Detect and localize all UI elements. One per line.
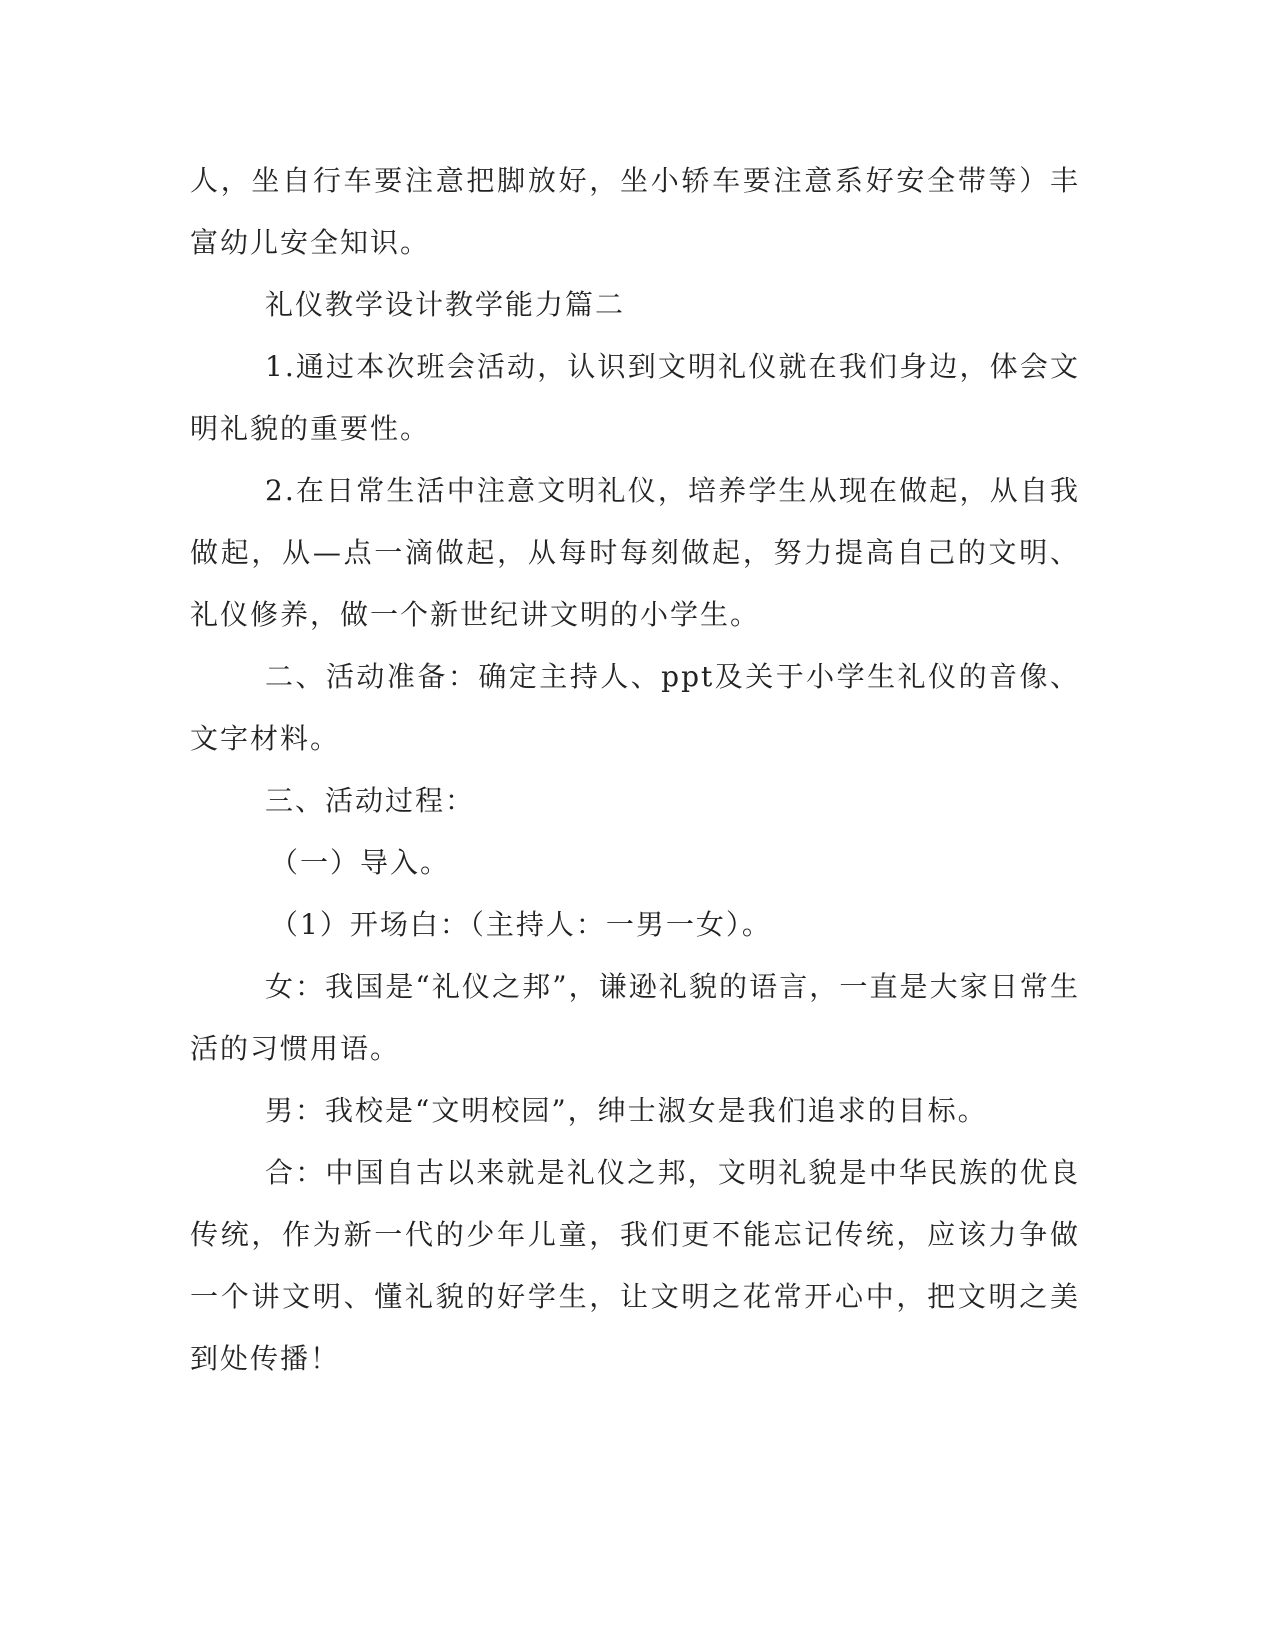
paragraph-goal-1: 1.通过本次班会活动，认识到文明礼仪就在我们身边，体会文明礼貌的重要性。 <box>190 350 1080 445</box>
paragraph-continuation: 人，坐自行车要注意把脚放好，坐小轿车要注意系好安全带等）丰富幼儿安全知识。 <box>190 164 1080 259</box>
paragraph-together: 合：中国自古以来就是礼仪之邦，文明礼貌是中华民族的优良传统，作为新一代的少年儿童，我们更不能忘记传统，应该力争做一个讲文明、懂礼貌的好学生，让文明之花常开心中，把文明之美到处传播！ <box>190 1156 1080 1375</box>
paragraph-process-heading: 三、活动过程： <box>265 784 476 817</box>
document-body <box>190 150 1080 1390</box>
paragraph-male-host: 男：我校是“文明校园”，绅士淑女是我们追求的目标。 <box>265 1094 988 1127</box>
paragraph-intro-heading: （一）导入。 <box>270 846 451 879</box>
paragraph-female-host: 女：我国是“礼仪之邦”，谦逊礼貌的语言，一直是大家日常生活的习惯用语。 <box>190 970 1080 1065</box>
paragraph-preparation: 二、活动准备：确定主持人、ppt及关于小学生礼仪的音像、文字材料。 <box>190 660 1080 755</box>
section-heading: 礼仪教学设计教学能力篇二 <box>265 288 626 321</box>
paragraph-opening: （1）开场白：（主持人：一男一女）。 <box>270 908 772 941</box>
paragraph-goal-2: 2.在日常生活中注意文明礼仪，培养学生从现在做起，从自我做起，从—点一滴做起，从每时每刻做起，努力提高自己的文明、礼仪修养，做一个新世纪讲文明的小学生。 <box>190 474 1080 631</box>
